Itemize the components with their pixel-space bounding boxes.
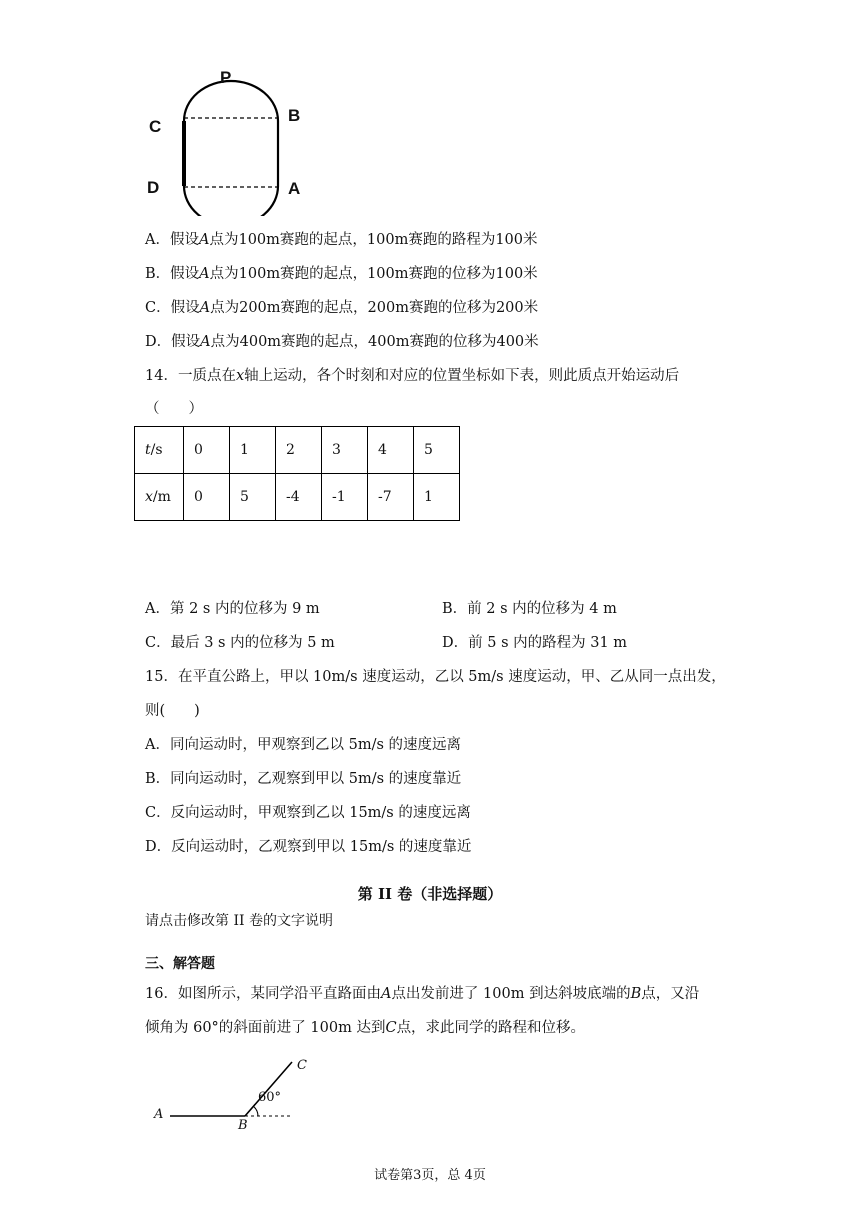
table-cell: 2: [276, 427, 322, 474]
question-number: 16．: [145, 986, 178, 1002]
q15-stem-line2: [145, 701, 200, 721]
option-text: 点为100m赛跑的起点，100m赛跑的路程为100米: [209, 232, 538, 248]
stem-text: 倾角为 60°的斜面前进了 100m 达到: [145, 1020, 386, 1036]
q14-stem: [145, 366, 679, 386]
label-D: D: [147, 178, 160, 197]
table-cell: 3: [322, 427, 368, 474]
option-text: 假设: [170, 266, 200, 282]
angle-label: 60°: [258, 1090, 282, 1105]
q15-option-d: [145, 837, 471, 857]
q16-stem-line1: [145, 984, 699, 1004]
option-text: 点为100m赛跑的起点，100m赛跑的位移为100米: [209, 266, 538, 282]
option-text: 反向运动时，甲观察到乙以 15m/s 的速度远离: [170, 805, 471, 821]
section-title: 第 II 卷（非选择题）: [357, 885, 503, 903]
label-P: P: [220, 68, 232, 87]
option-letter: C．: [145, 805, 171, 821]
table-cell: -1: [322, 474, 368, 521]
option-text: 前 5 s 内的路程为 31 m: [468, 635, 628, 651]
option-text: 假设: [171, 334, 201, 350]
option-letter: B．: [145, 266, 171, 282]
track-figure: [140, 66, 320, 216]
point-var: A: [380, 986, 392, 1002]
option-letter: B．: [145, 771, 171, 787]
option-text: 最后 3 s 内的位移为 5 m: [170, 635, 335, 651]
option-letter: A．: [145, 737, 170, 753]
option-text: 前 2 s 内的位移为 4 m: [467, 601, 617, 617]
option-letter: C．: [145, 635, 171, 651]
stem-text: 如图所示，某同学沿平直路面由: [177, 986, 381, 1002]
table-cell: -4: [276, 474, 322, 521]
label-C: C: [149, 117, 162, 136]
q14-option-c: [145, 633, 335, 653]
option-text: 反向运动时，乙观察到甲以 15m/s 的速度靠近: [171, 839, 472, 855]
answer-paren: （ ）: [145, 401, 203, 417]
table-row: [135, 427, 460, 474]
point-var: A: [198, 232, 210, 248]
stem-text: 点，又沿: [641, 986, 700, 1002]
stem-text: 一质点在: [177, 368, 236, 384]
slope-label-B: B: [238, 1118, 248, 1133]
table-cell: 5: [230, 474, 276, 521]
question-number: 15．: [145, 669, 178, 685]
option-text: 同向运动时，甲观察到乙以 5m/s 的速度远离: [169, 737, 462, 753]
q15-option-a: [145, 735, 461, 755]
slope-diagram: [150, 1055, 320, 1135]
q13-option-a: [145, 230, 538, 250]
point-var: A: [199, 300, 211, 316]
q15-stem: [145, 667, 726, 687]
option-text: 假设: [169, 232, 199, 248]
q13-option-b: [145, 264, 538, 284]
option-letter: D．: [442, 635, 469, 651]
question-number: 14．: [145, 368, 178, 384]
option-text: 点为200m赛跑的起点，200m赛跑的位移为200米: [210, 300, 539, 316]
q14-table: [134, 426, 460, 521]
point-var: C: [385, 1020, 397, 1036]
stem-text: 则( ): [145, 703, 200, 719]
option-letter: A．: [145, 601, 170, 617]
option-letter: C．: [145, 300, 171, 316]
q15-option-b: [145, 769, 461, 789]
stem-text: 点出发前进了 100m 到达斜坡底端的: [391, 986, 631, 1002]
table-header-x: [135, 474, 184, 521]
option-text: 第 2 s 内的位移为 9 m: [169, 601, 320, 617]
header-var: t: [145, 442, 151, 458]
page-footer: 试卷第3页，总 4页: [374, 1168, 486, 1183]
label-A: A: [288, 179, 301, 198]
table-cell: 0: [184, 474, 230, 521]
stem-text: 轴上运动，各个时刻和对应的位置坐标如下表，则此质点开始运动后: [244, 368, 680, 384]
q15-option-c: [145, 803, 471, 823]
table-cell: 1: [414, 474, 460, 521]
q14-option-b: [442, 599, 617, 619]
q14-option-a: [145, 599, 320, 619]
header-var: x: [145, 489, 153, 505]
point-var: A: [200, 334, 211, 350]
option-text: 同向运动时，乙观察到甲以 5m/s 的速度靠近: [170, 771, 462, 787]
slope-label-A: A: [154, 1107, 164, 1122]
option-letter: A．: [145, 232, 170, 248]
q13-option-d: [145, 332, 539, 352]
option-letter: B．: [442, 601, 468, 617]
stem-text: 在平直公路上，甲以 10m/s 速度运动，乙以 5m/s 速度运动，甲、乙从同一点出发，: [177, 669, 726, 685]
table-row: [135, 474, 460, 521]
table-cell: 0: [184, 427, 230, 474]
point-var: A: [199, 266, 210, 282]
q14-paren: [145, 399, 203, 419]
option-letter: D．: [145, 334, 172, 350]
stem-var: x: [235, 368, 245, 384]
header-unit: /s: [150, 442, 163, 458]
stem-text: 点，求此同学的路程和位移。: [396, 1020, 586, 1036]
label-B: B: [288, 106, 301, 125]
section-note[interactable]: 请点击修改第 II 卷的文字说明: [145, 913, 333, 929]
header-unit: /m: [152, 489, 171, 505]
slope-label-C: C: [297, 1058, 307, 1073]
table-cell: -7: [368, 474, 414, 521]
q16-stem-line2: [145, 1018, 585, 1038]
q14-option-d: [442, 633, 627, 653]
table-cell: 1: [230, 427, 276, 474]
table-header-t: [135, 427, 184, 474]
option-text: 假设: [170, 300, 200, 316]
option-letter: D．: [145, 839, 172, 855]
q13-option-c: [145, 298, 538, 318]
section-heading: 三、解答题: [145, 956, 215, 972]
slope-figure: [150, 1055, 320, 1135]
table-cell: 5: [414, 427, 460, 474]
point-var: B: [630, 986, 642, 1002]
table-cell: 4: [368, 427, 414, 474]
option-text: 点为400m赛跑的起点，400m赛跑的位移为400米: [210, 334, 539, 350]
